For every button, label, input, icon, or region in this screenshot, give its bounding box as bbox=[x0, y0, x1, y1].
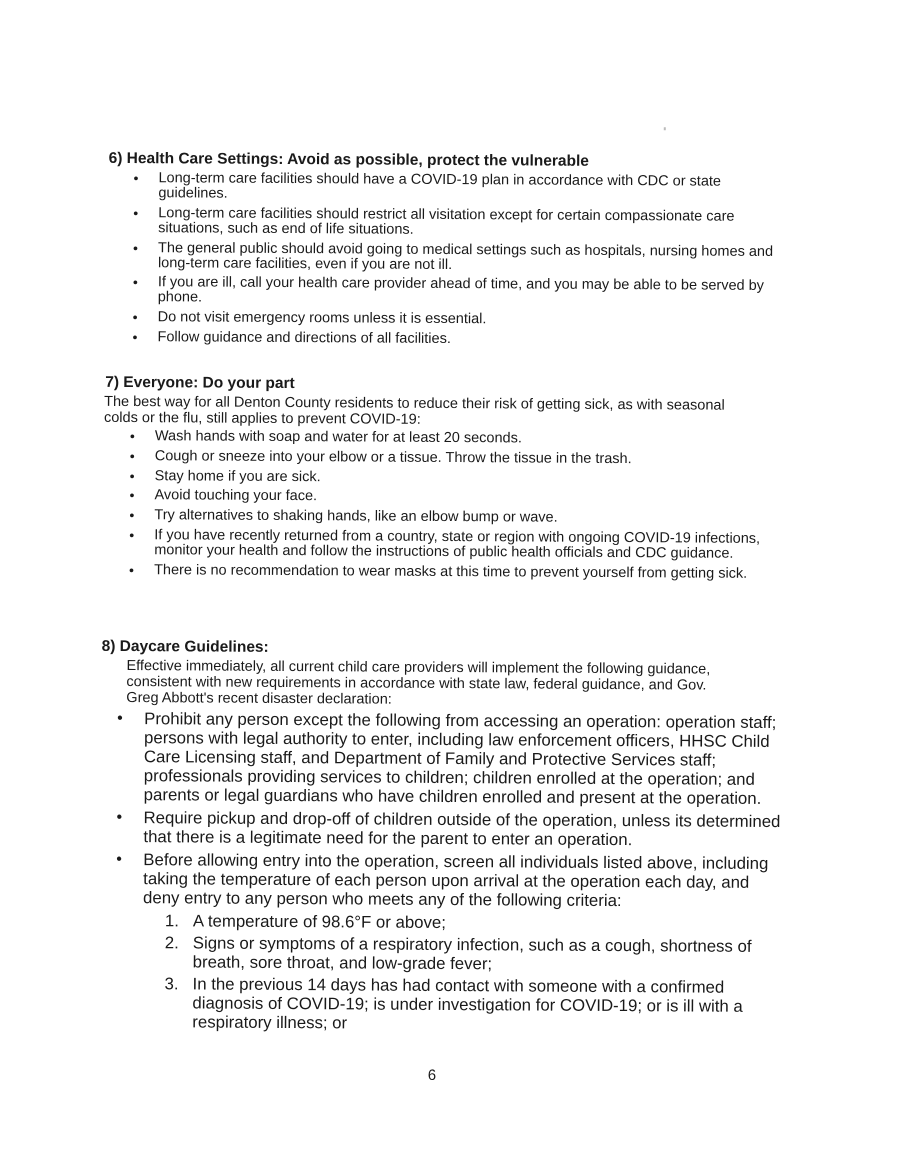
list-item: • If you have recently returned from a country, state or region with ongoing COVID-19 infections, monitor your health and follow the instructions of public health officials and CDC guidance. bbox=[129, 527, 761, 562]
list-item: 3. In the previous 14 days has had contact with someone with a confirmed diagnosis of COVID-19; is under investigation for COVID-19; or is ill with a respiratory illness; or bbox=[164, 974, 743, 1033]
bullet-icon: • bbox=[116, 808, 123, 827]
bullet-list bbox=[129, 428, 775, 582]
list-item: • Do not visit emergency rooms unless it is essential. bbox=[132, 309, 487, 328]
bullet-icon: • bbox=[116, 850, 122, 869]
bullet-icon: • bbox=[117, 709, 123, 728]
section-health-care-settings bbox=[1, 149, 900, 354]
bullet-icon: • bbox=[129, 561, 135, 578]
list-item: 2. Signs or symptoms of a respiratory infection, such as a cough, shortness of breath, sore throat, and low-grade fever; bbox=[164, 933, 752, 974]
section-intro: The best way for all Denton County residents to reduce their risk of getting sick, as with seasonal colds or the flu, still applies to prevent COVID-19: bbox=[103, 393, 725, 428]
bullet-icon: • bbox=[133, 239, 139, 256]
bullet-icon: • bbox=[132, 329, 138, 346]
bullet-icon: • bbox=[129, 467, 135, 484]
list-item: • Prohibit any person except the following from accessing an operation: operation staff; persons with legal authority to enter, including law enforcement officers, HHSC Child Care Licensing staff, and Department of Family and Protective Services staff; professionals providing services to children; children enrolled at the operation; and parents or legal guardians who have children enrolled and present at the operation. bbox=[117, 709, 777, 808]
list-item: • Cough or sneeze into your elbow or a tissue. Throw the tissue in the trash. bbox=[129, 447, 632, 467]
section-daycare-guidelines bbox=[0, 637, 900, 1038]
list-item: 1. A temperature of 98.6°F or above; bbox=[164, 911, 446, 932]
section-everyone bbox=[0, 373, 900, 587]
list-item: • Require pickup and drop-off of children outside of the operation, unless its determined that there is a legitimate need for the parent to enter an operation. bbox=[116, 808, 781, 850]
list-item: • Before allowing entry into the operation, screen all individuals listed above, including taking the temperature of each person upon arrival at the operation each day, and deny entry to any person who meets any of the following criteria: bbox=[116, 850, 769, 911]
item-number: 1. bbox=[164, 911, 180, 931]
scan-speck bbox=[664, 127, 666, 130]
bullet-icon: • bbox=[132, 309, 138, 326]
list-item: • Long-term care facilities should restrict all visitation except for certain compassionate care situations, such as end of life situations. bbox=[133, 204, 735, 238]
bullet-list bbox=[132, 170, 774, 349]
bullet-icon: • bbox=[129, 487, 135, 504]
list-item: • If you are ill, call your health care provider ahead of time, and you may be able to be served by phone. bbox=[132, 274, 765, 306]
page-number: 6 bbox=[427, 1066, 437, 1084]
list-item: • Wash hands with soap and water for at least 20 seconds. bbox=[129, 428, 522, 447]
bullet-icon: • bbox=[133, 170, 139, 187]
item-number: 2. bbox=[164, 933, 179, 953]
list-item: • Long-term care facilities should have a COVID-19 plan in accordance with CDC or state guidelines. bbox=[133, 170, 722, 202]
bullet-icon: • bbox=[129, 428, 135, 445]
list-item: • The general public should avoid going to medical settings such as hospitals, nursing homes and long-term care facilities, even if you are not ill. bbox=[133, 239, 774, 273]
section-intro: Effective immediately, all current child care providers will implement the following guidance, consistent with new requirements in accordance with state law, federal guidance, and Gov. Greg Abbott's recent disaster declaration: bbox=[126, 658, 711, 708]
list-item: • Avoid touching your face. bbox=[129, 487, 318, 505]
list-item: • Follow guidance and directions of all facilities. bbox=[132, 329, 451, 347]
bullet-list bbox=[116, 709, 784, 911]
section-heading: 8) Daycare Guidelines: bbox=[101, 637, 269, 656]
section-heading: 7) Everyone: Do your part bbox=[105, 373, 295, 393]
list-item: • Try alternatives to shaking hands, like an elbow bump or wave. bbox=[129, 507, 558, 526]
bullet-icon: • bbox=[129, 447, 135, 464]
list-item: • There is no recommendation to wear masks at this time to prevent yourself from getting sick. bbox=[129, 561, 748, 582]
item-number: 3. bbox=[164, 974, 179, 994]
bullet-icon: • bbox=[132, 274, 138, 291]
section-heading: 6) Health Care Settings: Avoid as possible, protect the vulnerable bbox=[108, 149, 589, 170]
criteria-list bbox=[164, 911, 783, 1035]
bullet-icon: • bbox=[133, 204, 139, 221]
list-item: • Stay home if you are sick. bbox=[129, 467, 321, 485]
bullet-icon: • bbox=[129, 527, 135, 544]
bullet-icon: • bbox=[129, 507, 135, 524]
